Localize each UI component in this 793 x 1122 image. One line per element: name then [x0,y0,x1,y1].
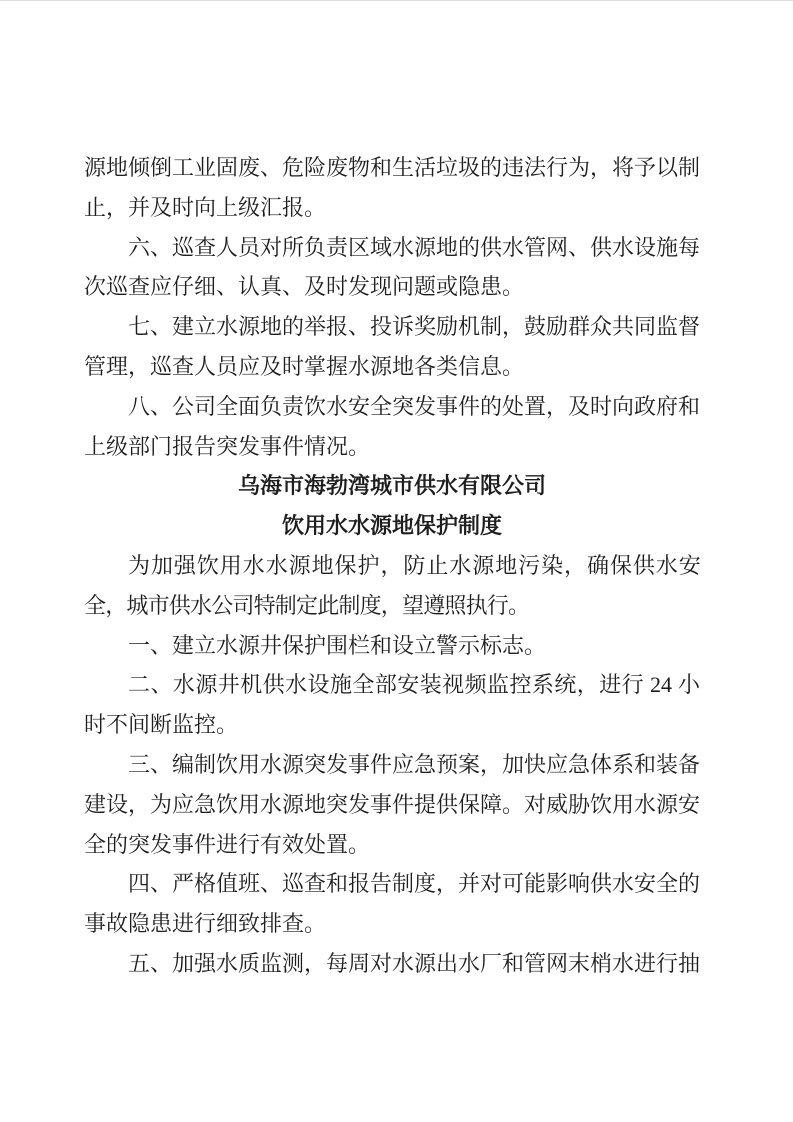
paragraph-item-7: 七、建立水源地的举报、投诉奖励机制，鼓励群众共同监督管理，巡查人员应及时掌握水源地各类信息。 [84,314,701,379]
paragraph-continuation: 源地倾倒工业固废、危险废物和生活垃圾的违法行为，将予以制止，并及时向上级汇报。 [84,155,701,220]
paragraph-item-5-truncated: 五、加强水质监测，每周对水源出水厂和管网末梢水进行抽 [128,950,701,976]
document-body [84,148,700,984]
company-title: 乌海市海勃湾城市供水有限公司 [237,473,546,499]
paragraph-item-1: 一、建立水源井保护围栏和设立警示标志。 [128,632,547,658]
paragraph-item-6: 六、巡查人员对所负责区域水源地的供水管网、供水设施每次巡查应仔细、认真、及时发现问题或隐患。 [84,234,701,300]
paragraph-item-3: 三、编制饮用水源突发事件应急预案，加快应急体系和装备建设，为应急饮用水源地突发事件提供保障。对威胁饮用水源安全的突发事件进行有效处置。 [84,751,701,857]
page-edge-line [0,0,793,1]
document-title: 饮用水水源地保护制度 [281,513,502,539]
paragraph-item-8: 八、公司全面负责饮水安全突发事件的处置，及时向政府和上级部门报告突发事件情况。 [84,393,701,459]
paragraph-item-4: 四、严格值班、巡查和报告制度，并对可能影响供水安全的事故隐患进行细致排查。 [84,871,701,937]
paragraph-preamble: 为加强饮用水水源地保护，防止水源地污染，确保供水安全，城市供水公司特制定此制度，望遵照执行。 [84,552,700,618]
paragraph-item-2: 二、水源井机供水设施全部安装视频监控系统，进行 24 小时不间断监控。 [84,672,700,738]
